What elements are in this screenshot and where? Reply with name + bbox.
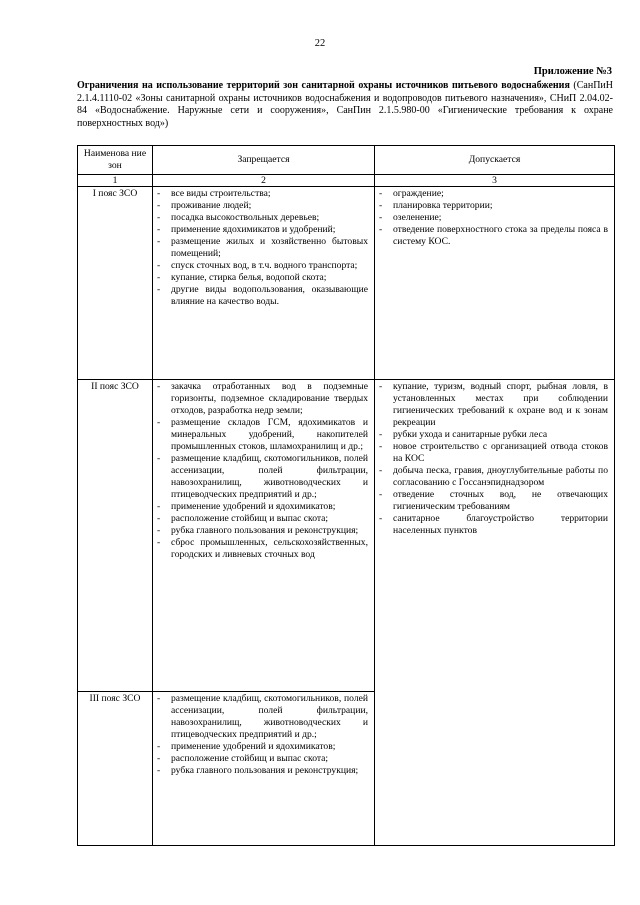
- list-item: - проживание людей;: [153, 200, 368, 212]
- list-item: - размещение жилых и хозяйственно бытовых помещений;: [153, 236, 368, 260]
- zone-name: II пояс ЗСО: [78, 380, 153, 692]
- list-item: - новое строительство с организацией отвода стоков на КОС: [375, 441, 608, 465]
- column-number-row: [78, 175, 615, 187]
- table-row: [78, 380, 615, 692]
- allowed-cell: [375, 187, 615, 380]
- title-sources: (СанПиН 2.1.4.1110-02 «Зоны санитарной охраны источников водоснабжения и водопроводов питьевого назначения», СНиП 2.04.02-84 «Водоснабжение. Наружные сети и сооружения», СанПин 2.1.5.980-00 «Гигиенические требования к охране поверхностных вод»): [77, 80, 613, 129]
- list-item: - санитарное благоустройство территории населенных пунктов: [375, 513, 608, 537]
- list-item: - применение удобрений и ядохимикатов;: [153, 501, 368, 513]
- column-number: 1: [78, 175, 153, 187]
- title-bold: Ограничения на использование территорий зон санитарной охраны источников питьевого водоснабжения: [77, 80, 570, 91]
- column-number: 2: [153, 175, 375, 187]
- list-item: - ограждение;: [375, 188, 608, 200]
- appendix-label: Приложение №3: [533, 66, 612, 77]
- header-prohibited: Запрещается: [153, 146, 375, 175]
- list-item: - расположение стойбищ и выпас скота;: [153, 513, 368, 525]
- list-item: - рубка главного пользования и реконструкция;: [153, 765, 368, 777]
- list-item: - озеленение;: [375, 212, 608, 224]
- list-item: - добыча песка, гравия, дноуглубительные работы по согласованию с Госсанэпиднадзором: [375, 465, 608, 489]
- list-item: - другие виды водопользования, оказывающие влияние на качество воды.: [153, 284, 368, 308]
- list-item: - применение удобрений и ядохимикатов;: [153, 741, 368, 753]
- page-number: 22: [314, 38, 326, 49]
- list-item: - применение ядохимикатов и удобрений;: [153, 224, 368, 236]
- list-item: - сброс промышленных, сельскохозяйственных, городских и ливневых сточных вод: [153, 537, 368, 561]
- list-item: - размещение складов ГСМ, ядохимикатов и минеральных удобрений, накопителей промышленных стоков, шламохранилищ и др.;: [153, 417, 368, 453]
- prohibited-cell: [153, 692, 375, 846]
- allowed-cell: [375, 380, 615, 846]
- document-title: [77, 80, 613, 130]
- list-item: - закачка отработанных вод в подземные горизонты, подземное складирование твердых отходов, разработка недр земли;: [153, 381, 368, 417]
- header-allowed: Допускается: [375, 146, 615, 175]
- column-number: 3: [375, 175, 615, 187]
- zone-name: III пояс ЗСО: [78, 692, 153, 846]
- list-item: - расположение стойбищ и выпас скота;: [153, 753, 368, 765]
- restrictions-table: [77, 145, 615, 846]
- list-item: - все виды строительства;: [153, 188, 368, 200]
- list-item: - размещение кладбищ, скотомогильников, полей ассенизации, полей фильтрации, навозохранилищ, животноводческих и птицеводческих предприятий и др.;: [153, 693, 368, 741]
- list-item: - посадка высокоствольных деревьев;: [153, 212, 368, 224]
- list-item: - рубки ухода и санитарные рубки леса: [375, 429, 608, 441]
- zone-name: I пояс ЗСО: [78, 187, 153, 380]
- prohibited-cell: [153, 380, 375, 692]
- list-item: - рубка главного пользования и реконструкция;: [153, 525, 368, 537]
- list-item: - размещение кладбищ, скотомогильников, полей ассенизации, полей фильтрации, навозохранилищ, животноводческих и птицеводческих предприятий и др.;: [153, 453, 368, 501]
- table-row: [78, 187, 615, 380]
- list-item: - отведение сточных вод, не отвечающих гигиеническим требованиям: [375, 489, 608, 513]
- list-item: - купание, туризм, водный спорт, рыбная ловля, в установленных местах при соблюдении гигиенических требований к охране вод и к зонам рекреации: [375, 381, 608, 429]
- list-item: - планировка территории;: [375, 200, 608, 212]
- header-zone-name: Наименова ние зон: [78, 146, 153, 175]
- list-item: - спуск сточных вод, в т.ч. водного транспорта;: [153, 260, 368, 272]
- list-item: - отведение поверхностного стока за пределы пояса в систему КОС.: [375, 224, 608, 248]
- prohibited-cell: [153, 187, 375, 380]
- table-header-row: [78, 146, 615, 175]
- list-item: - купание, стирка белья, водопой скота;: [153, 272, 368, 284]
